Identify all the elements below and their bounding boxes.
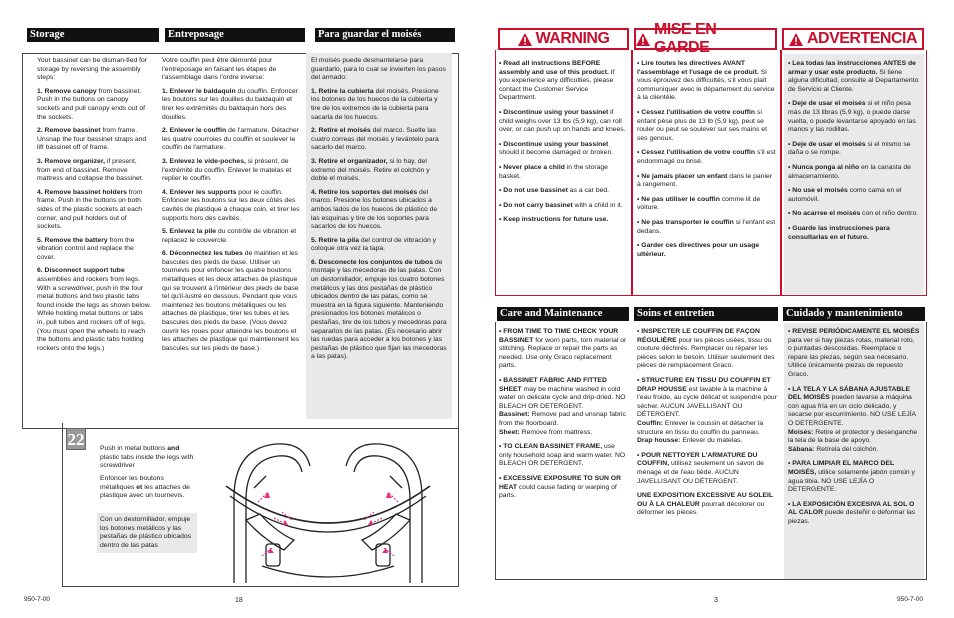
warning-item-bold: Deje de usar el moisés <box>792 140 866 148</box>
warning-item-bold: Never place a child <box>503 163 565 171</box>
warning-item <box>788 100 920 134</box>
warning-list-fr <box>637 60 777 265</box>
warning-item <box>788 187 920 204</box>
warning-item <box>637 173 777 190</box>
care-item <box>499 443 627 469</box>
warning-banner <box>498 28 629 50</box>
mise-en-garde-title: MISE EN GARDE <box>653 21 717 56</box>
warning-item-text: si l'enfant est dedans. <box>637 218 776 235</box>
step-body: del marco. Suelte las cuatro correas del moisés y levántelo para sacarlo del marco. <box>311 127 439 152</box>
step-item <box>311 237 447 254</box>
warning-item <box>637 196 777 213</box>
care-list-es <box>784 323 924 579</box>
warning-item-text: if child weighs over 13 lbs (5.9 kg), can roll over, or can push up on hands and knees. <box>499 108 626 134</box>
entreposage-column <box>162 57 303 358</box>
step-body: de l'armature. Détacher les quatre courroies du couffin et soulever le couffin de l'armature. <box>162 127 299 152</box>
care-item <box>637 377 777 446</box>
step-item <box>162 127 303 153</box>
figure-caption-fr <box>100 475 196 501</box>
caption-en-c: plastic tabs inside the legs with screwdriver <box>100 453 194 470</box>
warning-list-es <box>784 54 924 294</box>
advertencia-banner <box>782 28 924 50</box>
care-item-bold: LA EXPOSICIÓN EXCESIVA AL SOL O AL CALOR <box>788 500 915 517</box>
guardar-column <box>306 53 452 419</box>
warning-item-text: with a child in it. <box>572 201 623 209</box>
warning-item <box>499 216 627 225</box>
care-item-text: utilisez seulement un savon de ménage et de l'eau tiède. AUCUN JAVELLISANT OU DÉTERGENT. <box>637 460 764 485</box>
step-body: from bassinet. Push in the buttons on canopy sockets and pull canopy ends out of the sockets. <box>37 87 146 121</box>
care-item-bold: INSPECTER LE COUFFIN DE FAÇON RÉGULIÈRE <box>637 328 760 344</box>
warning-item-bold: Nunca ponga al niño <box>792 163 860 171</box>
step-item <box>37 189 152 232</box>
care-item <box>788 328 920 380</box>
care-item-sub-label: Sheet: <box>499 428 520 436</box>
care-item-text: puede desteñir o deformar las piezas. <box>788 509 916 525</box>
caption-fr-c: les attaches de plastique avec un tournevis. <box>100 483 190 500</box>
warning-item <box>637 219 777 236</box>
left-page-number: 18 <box>235 597 243 604</box>
care-item-text: pourrait décolorer ou déformer les pièces. <box>637 500 765 517</box>
care-item-text: may be machine washed in cold water on delicate cycle and drip-dried. NO BLEACH OR DETERGENT. <box>499 385 626 410</box>
step-title: 3. Retire el organizador, <box>311 157 388 165</box>
step-body: del moisés. Presione los botones de los huecos de la cubierta y tire de los extremos de la cubierta para sacarla de los huecos. <box>311 87 439 121</box>
step-body: if present, from end of bassinet. Remove mattress and collapse the bassinet. <box>37 157 144 183</box>
care-item-bold: BASSINET FABRIC AND FITTED SHEET <box>499 376 607 393</box>
column-intro: El moisés puede desmantelarse para guardarlo, para lo cual se invierten los pasos del armado: <box>311 57 446 82</box>
column-intro: Your bassinet can be disman-tled for storage by reversing the assembly steps: <box>37 57 148 82</box>
warning-item-text: Si tiene alguna dificultad, consulte al Departamento de Servicio al Cliente. <box>788 68 919 93</box>
step-title: 1. Enlever le baldaquin <box>162 87 236 95</box>
care-item-sub-label: Couffin: <box>637 419 664 427</box>
warning-item <box>499 109 627 135</box>
right-page-number: 3 <box>714 597 718 604</box>
warning-list-en <box>499 60 627 231</box>
step-body: si présent, de l'extrémité du couffin. Enlever le matelas et replier le couffin. <box>162 157 292 183</box>
care-item-sub-label: Bassinet: <box>499 411 530 419</box>
warning-item <box>499 187 627 196</box>
figure-caption-en <box>100 445 196 471</box>
step-body: du couffin. Enfoncer les boutons sur les douilles du baldaquin et tirer les extrémités du baldaquin hors des douilles. <box>162 87 298 121</box>
warning-item <box>499 202 627 211</box>
column-intro: Votre couffin peut être démonté pour l'entreposage en faisant les étapes de l'assemblage dans l'ordre inverse: <box>162 57 277 82</box>
care-item <box>637 492 777 518</box>
warning-item <box>637 60 777 103</box>
step-body: pour le couffin. Enfoncer les boutons sur les deux côtés des cavités de plastique à chaque coin, et tirer les supports hors des cavités. <box>162 188 300 222</box>
warning-item-bold: Read all instructions BEFORE assembly and use of this product. <box>499 60 609 76</box>
step-item <box>37 88 152 122</box>
step-item <box>37 237 152 263</box>
mise-en-garde-banner <box>634 21 777 56</box>
warning-item-text: Si vous éprouvez des difficultés, s'il vous plaît communiquer avec le département du service à la clientèle. <box>637 68 775 102</box>
step-title: 3. Remove organizer, <box>37 157 105 165</box>
caption-fr-a: Enfoncer les boutons métalliques <box>100 475 164 491</box>
step-body: de montaje y las mecedoras de las patas. Con un destornillador, empuje los cuatro botones metálicos y las dos pestañas de plástico ubicados dentro de las patas, como se muestra en la figura siguiente. Manteniendo presionados los botones metálicos o pestañas, tire de los tubos y mecedoras para separarlos de las patas. (Es necesario abrir las ruedas para acceder a los botones y las pestañas de plástico que fijan las mecedoras a las patas). <box>311 258 447 361</box>
step-body: del control de vibración y coloque otra vez la tapa. <box>311 236 437 253</box>
step-item <box>37 127 152 153</box>
step-title: 6. Disconnect support tube <box>37 267 125 275</box>
warning-item <box>788 141 920 158</box>
caption-fr-b: et <box>136 483 143 491</box>
step-title: 1. Retire la cubierta <box>311 87 374 95</box>
guardar-header: Para guardar el moisés <box>315 28 455 42</box>
care-item-sub-text: Retire el protector y desenganche la tela de la base de apoyo. <box>788 428 918 445</box>
step-body: from frame. Push in the buttons on both sides of the plastic sockets at each corner, and pull holders out of sockets. <box>37 188 143 231</box>
care-header-en: Care and Maintenance <box>497 307 629 321</box>
warning-item <box>637 149 777 166</box>
care-item <box>788 501 920 527</box>
warning-item <box>499 141 627 158</box>
warning-item-text: If you experience any difficulties, please contact the Customer Service Department. <box>499 68 615 102</box>
left-footer-code: 950-7-00 <box>24 596 51 603</box>
step-item <box>311 189 447 232</box>
care-item-sub-label: Sábana: <box>788 445 815 453</box>
care-item-text: for worn parts, torn material or stitching. Replace or repair the parts as needed. Use only Graco replacement parts. <box>499 336 627 370</box>
step-body: del marco. Presione los botones ubicados a ambos lados de los huecos de plástico de las esquinas y tire de los soportes para sacarlos de los huecos. <box>311 188 438 231</box>
warning-item <box>499 60 627 103</box>
warning-item-bold: Ne pas transporter le couffin <box>641 218 734 226</box>
warning-item-text: como cama en el automóvil. <box>788 187 902 203</box>
warning-item-text: should it become damaged or broken. <box>499 149 614 157</box>
step-title: 4. Retire los soportes del moisés <box>311 188 418 196</box>
warning-item-bold: Deje de usar el moisés <box>792 100 866 108</box>
care-item-text: pour les pièces usées, tissu ou couture déchirés. Remplacer ou réparer les pièces selon le besoin. Utiliser seulement des pièces de remplacement Graco. <box>637 336 775 370</box>
care-header-es: Cuidado y mantenimiento <box>783 307 925 321</box>
warning-item <box>788 225 920 242</box>
warning-item-bold: Lea todas las instrucciones ANTES de armar y usar este producto. <box>788 60 916 76</box>
warning-item-text: si el mismo se daña o se rompe. <box>788 140 911 157</box>
care-header-fr: Soins et entretien <box>634 307 778 321</box>
care-item-sub-label: Moisés: <box>788 428 814 436</box>
warning-item-bold: Cessez l'utilisation de votre couffin <box>641 108 756 116</box>
step-item <box>37 267 152 353</box>
warning-item-bold: Do not carry bassinet <box>503 201 573 209</box>
right-footer-code: 950-7-00 <box>897 596 924 603</box>
care-item <box>499 377 627 437</box>
step-item <box>162 250 303 353</box>
warning-item-text: si el niño pesa más de 13 libras (5,9 kg), o puede darse vuelta, o puede levantarse apoyado en las manos y las rodillas. <box>788 100 916 134</box>
care-item-bold: LA TELA Y LA SÁBANA AJUSTABLE DEL MOISÉS <box>788 385 910 402</box>
advertencia-title: ADVERTENCIA <box>806 30 918 47</box>
storage-column <box>37 57 152 358</box>
warning-item-bold: Discontinue using your bassinet <box>503 140 609 148</box>
step-body: from the vibration control and replace the cover. <box>37 236 135 261</box>
step-item <box>37 158 152 184</box>
caption-en-b: and <box>167 445 180 452</box>
caption-en-a: Push in metal buttons <box>100 445 168 452</box>
step-title: 5. Remove the battery <box>37 236 108 244</box>
warning-item-text: in the storage basket. <box>499 163 608 180</box>
warning-item <box>637 242 777 259</box>
warning-triangle-icon <box>789 33 803 46</box>
care-item-text: could cause fading or warping of parts. <box>499 483 617 500</box>
step-title: 5. Retire la pila <box>311 236 359 244</box>
warning-item-bold: Garder ces directives pour un usage ultérieur. <box>637 242 760 258</box>
care-item <box>788 386 920 455</box>
warning-item <box>788 164 920 181</box>
step-title: 5. Enlevez la pile <box>162 228 217 236</box>
step-item <box>162 88 303 122</box>
step-item <box>311 127 447 153</box>
warning-item-bold: Ne pas utiliser le couffin <box>641 195 720 203</box>
warning-item-bold: Keep instructions for future use. <box>503 216 609 224</box>
step-title: 6. Desconecte los conjuntos de tubos <box>311 258 433 266</box>
care-item-bold: EXCESSIVE EXPOSURE TO SUN OR HEAT <box>499 474 621 491</box>
warning-item-bold: No acarree el moisés <box>792 210 861 218</box>
warning-item <box>499 164 627 181</box>
care-item-sub-text: Enlever le coussin et détacher la structure en tissu du couffin du panneau. <box>637 419 764 436</box>
step-body: from frame. Unsnap the four bassinet straps and lift bassinet off of frame. <box>37 127 147 152</box>
warning-item <box>788 60 920 94</box>
care-item-bold: REVISE PERIÓDICAMENTE EL MOISÉS <box>792 328 920 335</box>
step-body: assemblies and rockers from legs. With a screwdriver, push in the four metal buttons and two plastic tabs found inside the legs as shown below. While holding metal buttons or tabs in, pull tubes and rockers off of legs. (You must open the wheels to reach the buttons and plastic tabs holding rockers onto the legs.) <box>37 276 152 352</box>
warning-item <box>637 109 777 143</box>
step-title: 2. Enlever le couffin <box>162 127 227 135</box>
warning-item-bold: Lire toutes les directives AVANT l'assemblage et l'usage de ce produit. <box>637 60 759 76</box>
warning-divider-1 <box>631 50 633 296</box>
warning-item-text: s'il est endommagé ou brisé. <box>637 149 776 165</box>
warning-title: WARNING <box>535 30 610 47</box>
care-item-sub-text: Remove from mattress. <box>519 428 593 436</box>
care-item <box>499 328 627 371</box>
step-title: 4. Enlever les supports <box>162 188 237 196</box>
care-item-text: est lavable à la machine à l'eau froide, au cycle délicat et suspendre pour sécher. AUCUN JAVELLISANT OU DÉTERGENT. <box>637 385 777 419</box>
step-body: de maintien et les bascules des pieds de base. Utiliser un tournevis pour enfoncer les quatre boutons métalliques et les deux attaches de plastique qui se trouvent à l'intérieur des pieds de base tel qu'il-lustré en dessous. Pendant que vous maintenez les boutons métalliques ou les attaches de plastique, tirer les tubes et les bascules des pieds de base. (Vous devez ouvrir les roues pour atteindre les boutons et les attaches de plastique qui maintiennent les bascules sur les pieds de base.) <box>162 250 300 352</box>
care-list-fr <box>637 328 777 524</box>
care-item <box>637 328 777 371</box>
step-item <box>162 228 303 245</box>
care-item <box>788 460 920 494</box>
step-item <box>311 88 447 122</box>
step-body: si lo hay, del extremo del moisés. Retire el colchón y doble el moisés. <box>311 157 430 183</box>
care-item-sub-text: Remove pad and unsnap fabric from the floorboard. <box>499 411 626 427</box>
bassinet-leg-illustration <box>206 428 450 584</box>
care-item-bold: POUR NETTOYER L'ARMATURE DU COUFFIN, <box>637 451 758 468</box>
warning-triangle-icon <box>518 33 532 46</box>
step-body: du contrôle de vibration et replacez le couvercle. <box>162 228 297 244</box>
care-item-bold: STRUCTURE EN TISSU DU COUFFIN ET DRAP HOUSSE <box>637 376 771 393</box>
warning-divider-2 <box>780 50 782 296</box>
step-item <box>162 158 303 184</box>
warning-triangle-icon <box>636 33 650 46</box>
care-item-bold: UNE EXPOSITION EXCESSIVE AU SOLEIL OU À LA CHALEUR <box>637 492 773 508</box>
care-item-text: para ver si hay piezas rotas, material roto, o puntadas descosidas. Reemplace o repare las piezas, según sea necesario. Utilice únicamente piezas de repuesto Graco. <box>788 336 915 378</box>
step-title: 6. Déconnectez les tubes <box>162 250 243 258</box>
warning-item <box>788 210 920 219</box>
warning-item-bold: Guarde las instrucciones para consultarlas en el futuro. <box>788 224 890 241</box>
step-number: 22 <box>67 430 85 449</box>
warning-item-text: si enfant pèse plus de 13 lb (5,9 kg), peut se rouler ou peut se soulever sur ses mains et ses genoux. <box>637 108 767 142</box>
warning-item-text: con el niño dentro. <box>860 210 919 218</box>
care-item-bold: TO CLEAN BASSINET FRAME, <box>503 443 603 451</box>
figure-caption-es: Con un destornillador, empuje los botones metálicos y las pestañas de plástico ubicados dentro de las patas <box>97 513 197 553</box>
step-title: 3. Enlevez le vide-poches, <box>162 157 246 165</box>
warning-item-bold: Discontinue using your bassinet <box>503 108 609 116</box>
step-item <box>311 259 447 362</box>
step-item <box>162 189 303 223</box>
step-item <box>311 158 447 184</box>
care-item-text: use only household soap and warm water. NO BLEACH OR DETERGENT. <box>499 443 626 468</box>
care-item-sub-label: Drap housse: <box>637 437 681 445</box>
step-title: 2. Retire el moisés <box>311 127 371 135</box>
care-item-text: pueden lavarse a máquina con agua fría en un ciclo delicado, y secarse por escurrimiento. NO USE LEJÍA O DETERGENTE. <box>788 394 916 427</box>
step-title: 1. Remove canopy <box>37 87 97 95</box>
care-item-sub-text: Enlever du matelas. <box>680 437 743 445</box>
care-item <box>499 475 627 501</box>
warning-item-bold: Do not use bassinet <box>503 187 568 195</box>
warning-item-bold: Ne jamais placer un enfant <box>641 172 728 180</box>
warning-item-bold: No use el moisés <box>792 187 848 195</box>
care-item-bold: PARA LIMPIAR EL MARCO DEL MOISÉS, <box>788 460 894 476</box>
step-title: 2. Remove bassinet <box>37 127 101 135</box>
care-item-bold: FROM TIME TO TIME CHECK YOUR BASSINET <box>499 328 619 344</box>
warning-item-bold: Cessez l'utilisation de votre couffin <box>641 149 756 157</box>
care-item-text: utilice solamente jabón común y agua tibia. NO USE LEJÍA O DETERGENTE. <box>788 468 915 494</box>
warning-item-text: en la canasta de almacenamiento. <box>788 163 911 180</box>
care-list-en <box>499 328 627 507</box>
warning-item-text: dans le panier à rangement. <box>637 172 772 189</box>
storage-header: Storage <box>27 28 159 42</box>
step-title: 4. Remove bassinet holders <box>37 188 127 196</box>
entreposage-header: Entreposage <box>165 28 305 42</box>
care-item-sub-text: Retírela del colchón. <box>814 445 879 453</box>
care-item <box>637 452 777 486</box>
warning-item-text: as a car bed. <box>567 187 610 195</box>
warning-item-text: comme lit de voiture. <box>637 195 761 212</box>
